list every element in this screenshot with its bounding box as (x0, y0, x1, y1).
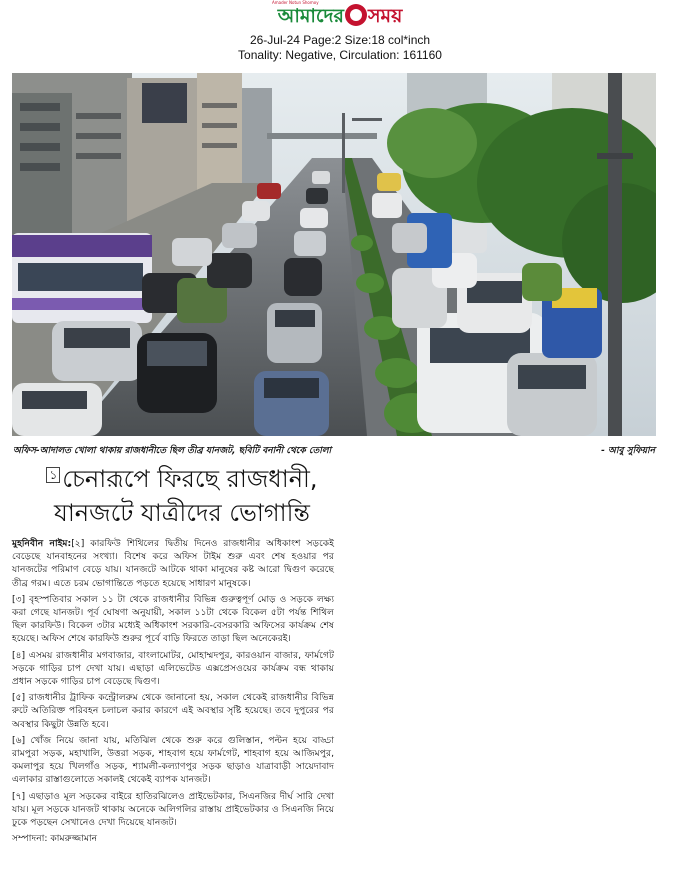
editor-credit: সম্পাদনা: কামরুজ্জামান (12, 833, 98, 845)
photo-credit: - আবু সুফিয়ান (601, 446, 655, 456)
paragraph-1-text: [২] কারফিউ শিথিলের দ্বিতীয় দিনেও রাজধানীর অধিকাংশ সড়কেই বেড়েছে যানবাহনের সংখ্যা। বিশেষ করে অফিস টাইম শুরু এবং শেষ হওয়ার পর যানজটের পরিমাণ বেড়ে যায়। যানজটে আটকে থাকা মানুষের কষ্ট আরো দ্বিগুণ করেছে তীব্র গরম। এতে চরম ভোগান্তিতে পড়তে হয়েছে সাধারণ মানুষকে। (12, 538, 334, 589)
masthead-tagline: Amader Notun Shomoy (272, 0, 319, 5)
headline-line-2: যানজটে যাত্রীদের ভোগান্তি (54, 499, 310, 527)
paragraph-3: [৪] এসময় রাজধানীর মগবাজার, বাংলামোটর, মোহাম্মদপুর, কারওয়ান বাজার, ফার্মগেট সড়কে গাড়ির চাপ দেখা যায়। এছাড়া এলিভেটেড এক্সপ্রেসওয়ের কার্যক্রম বন্ধ থাকায় প্রধান সড়কে গাড়ির চাপ বেড়েছে দ্বিগুণ। (12, 649, 334, 688)
paragraph-4: [৫] রাজধানীর ট্রাফিক কন্ট্রোলরুম থেকে জানানো হয়, সকাল থেকেই রাজধানীর বিভিন্ন রুটে অতিরিক্ত পরিবহন চলাচল করার কারণে এই অবস্থার সৃষ্টি হয়েছে। তবে দুপুরের পর অবস্থার কিছুটা উন্নতি হবে। (12, 692, 334, 730)
clip-meta-line-2: Tonality: Negative, Circulation: 161160 (238, 48, 442, 62)
paragraph-5: [৬] খোঁজ নিয়ে জানা যায়, মতিঝিল থেকে শুরু করে গুলিস্তান, পল্টন হয়ে বাড্ডা রামপুরা সড়ক, মহাখালি, উত্তরা সড়ক, শাহবাগ হয়ে ফার্মগেট, শাহবাগ হয়ে আজিমপুর, কমলাপুর হয়ে খিলগাঁও সড়ক, শ্যামলী-কল্যাণপুর সড়ক ছাড়াও যাত্রাবাড়ী সায়েদাবাদ এলাকার রাস্তাগুলোতে সকালই থেকেই ব্যাপক যানজট। (12, 734, 334, 786)
clip-meta-line-1: 26-Jul-24 Page:2 Size:18 col*inch (249, 33, 431, 47)
article-body (12, 537, 334, 845)
byline: মুহনিবীন নাইম: (12, 538, 72, 549)
logo-part-2: সময় (368, 5, 403, 27)
newspaper-logo (272, 3, 408, 29)
masthead (0, 0, 680, 32)
headline-line-1-text: চেনারূপে ফিরছে রাজধানী, (62, 465, 318, 493)
article-headline (12, 462, 352, 530)
headline-number: ১ (46, 467, 60, 483)
paragraph-1 (12, 537, 334, 590)
headline-line-1 (12, 462, 352, 496)
paragraph-2: [৩] বৃহস্পতিবার সকাল ১১ টা থেকে রাজধানীর বিভিন্ন গুরুত্বপূর্ণ মোড় ও সড়কে লক্ষ্য করা গেছে যানজট। পূর্ব ঘোষণা অনুযায়ী, সকাল ১১টা থেকে বিকেল ৫টা পর্যন্ত শিথিল ছিল কারফিউ। বিকেল ৩টার মধ্যেই অধিকাংশ সরকারি-বেসরকারি অফিসের কার্যক্রম শেষ হয়েছে। অফিস শেষে কারফিউ শুরুর পূর্বে বাড়ি ফিরতে তাড়া ছিল অনেকেরই। (12, 593, 334, 645)
traffic-photo (12, 73, 656, 436)
logo-part-1: আমাদের (277, 5, 344, 27)
photo-caption: অফিস-আদালত খোলা থাকায় রাজধানীতে ছিল তীব্র যানজট, ছবিটি বনানী থেকে তোলা (13, 446, 332, 456)
paragraph-6: [৭] এছাড়াও মূল সড়কের বাইরে হাতিরঝিলেও প্রাইভেটকার, সিএনজির দীর্ঘ সারি দেখা যায়। মূল সড়কে যানজট থাকায় অনেকে অলিগলির রাস্তায় প্রাইভেটকার ও সিএনজি নিয়ে ঢুকে পড়ছেন সেখানেও দেখা দিয়েছে যানজট। (12, 790, 334, 829)
logo-emblem-icon (345, 4, 367, 26)
